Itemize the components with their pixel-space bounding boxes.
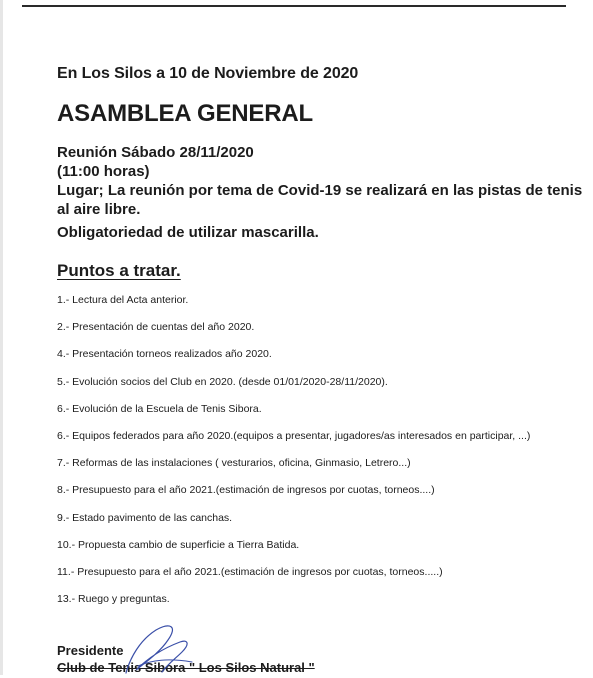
agenda-item: 13.- Ruego y preguntas. [57,593,170,606]
agenda-item: 4.- Presentación torneos realizados año 2020. [57,348,272,361]
agenda-item: 7.- Reformas de las instalaciones ( vesturarios, oficina, Ginmasio, Letrero...) [57,457,411,470]
document-title: ASAMBLEA GENERAL [57,100,313,127]
top-rule [22,5,566,7]
agenda-item: 10.- Propuesta cambio de superficie a Tierra Batida. [57,538,300,551]
club-name: Club de Tenis Sibora " Los Silos Natural " [57,660,315,675]
meeting-time: (11:00 horas) [57,163,150,180]
agenda-item: 8.- Presupuesto para el año 2021.(estimación de ingresos por cuotas, torneos....) [57,484,435,497]
meeting-details [57,143,583,242]
handwritten-signature [118,618,198,678]
agenda-item: 9.- Estado pavimento de las canchas. [57,511,233,524]
agenda-item: 2.- Presentación de cuentas del año 2020. [57,321,255,334]
president-label: Presidente [57,643,124,658]
agenda-item: 6.- Equipos federados para año 2020.(equipos a presentar, jugadores/as interesados en participar, ...) [57,429,531,442]
agenda-item: 5.- Evolución socios del Club en 2020. (desde 01/01/2020-28/11/2020). [57,375,388,388]
scan-left-edge [0,0,3,675]
meeting-place-line1: Lugar; La reunión por tema de Covid-19 se realizará en las pistas de tenis [57,182,583,199]
mask-notice: Obligatoriedad de utilizar mascarilla. [57,224,319,241]
agenda-list [57,293,577,619]
agenda-item: 6.- Evolución de la Escuela de Tenis Sibora. [57,402,262,415]
agenda-item: 11.- Presupuesto para el año 2021.(estimación de ingresos por cuotas, torneos.....) [57,565,443,578]
agenda-item: 1.- Lectura del Acta anterior. [57,294,189,306]
meeting-place-line2: al aire libre. [57,201,141,218]
meeting-date: Reunión Sábado 28/11/2020 [57,144,254,161]
dateline: En Los Silos a 10 de Noviembre de 2020 [57,65,359,82]
agenda-heading: Puntos a tratar. [57,261,181,280]
